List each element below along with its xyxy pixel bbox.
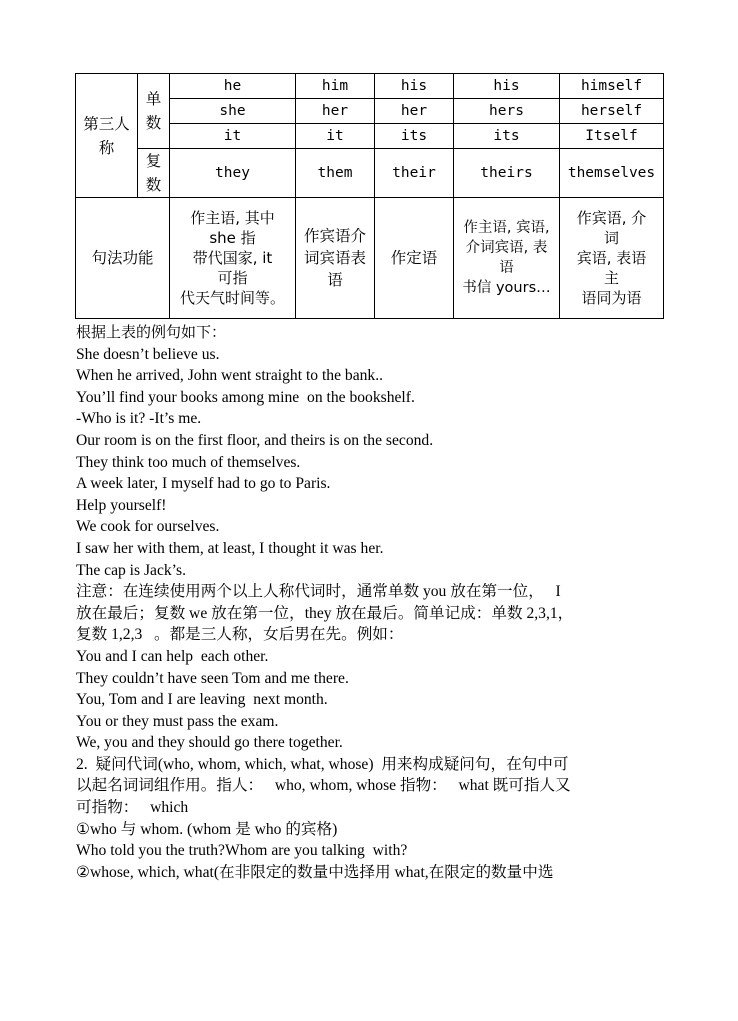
text-line: 以起名词词组作用。指人： who, whom, whose 指物： what 既可指人又: [76, 777, 571, 795]
text-line: We cook for ourselves.: [76, 518, 220, 536]
plural-label: 复数: [145, 152, 162, 194]
func-text: 宾语, 表语: [576, 249, 647, 267]
table-cell: he: [170, 74, 296, 99]
func-object-cell: [296, 198, 375, 319]
text-line: 可指物： which: [76, 799, 189, 817]
text-line: -Who is it? -It’s me.: [76, 410, 202, 428]
text-line: You or they must pass the exam.: [76, 712, 279, 730]
func-text: 词宾语表: [303, 249, 366, 267]
text-line: Who told you the truth?Whom are you talking with?: [76, 842, 408, 860]
table-cell: his: [375, 74, 454, 99]
text-line: You, Tom and I are leaving next month.: [76, 691, 328, 709]
text-line: A week later, I myself had to go to Paris.: [76, 475, 331, 493]
table-cell: its: [375, 124, 454, 149]
text-line: ②whose, which, what(在非限定的数量中选择用 what,在限定的数量中选: [76, 863, 554, 881]
func-text: 代天气时间等。: [179, 289, 285, 307]
table-cell: their: [375, 149, 454, 198]
text-line: You and I can help each other.: [76, 647, 269, 665]
singular-label: 单数: [145, 90, 162, 132]
text-line: ①who 与 whom. (whom 是 who 的宾格): [76, 820, 338, 838]
text-line: The cap is Jack’s.: [76, 561, 186, 579]
func-possessive-cell: [454, 198, 560, 319]
func-subject-cell: [170, 198, 296, 319]
table-cell: Itself: [560, 124, 664, 149]
table-cell: hers: [454, 99, 560, 124]
function-label: 句法功能: [91, 249, 154, 267]
text-line: You’ll find your books among mine on the bookshelf.: [76, 388, 415, 406]
func-text: 语: [499, 260, 514, 276]
func-text: 作主语, 其中: [190, 209, 275, 227]
plural-cell: [138, 149, 170, 198]
func-attributive-cell: [375, 198, 454, 319]
func-text: 语同为语: [581, 289, 642, 307]
text-line: When he arrived, John went straight to the bank..: [76, 367, 384, 385]
func-reflexive-cell: [560, 198, 664, 319]
func-text: 语: [327, 271, 343, 289]
table-cell: theirs: [454, 149, 560, 198]
table-cell: him: [296, 74, 375, 99]
text-line: 2. 疑问代词(who, whom, which, what, whose) 用来构成疑问句，在句中可: [76, 755, 569, 773]
table-cell: them: [296, 149, 375, 198]
table-cell: themselves: [560, 149, 664, 198]
text-line: 放在最后；复数 we 放在第一位，they 放在最后。简单记成：单数 2,3,1，: [76, 604, 574, 622]
table-cell: its: [454, 124, 560, 149]
table-cell: it: [296, 124, 375, 149]
text-line: I saw her with them, at least, I thought it was her.: [76, 539, 384, 557]
func-text: 主: [603, 269, 619, 287]
table-cell: her: [296, 99, 375, 124]
func-text: 词: [603, 229, 619, 247]
func-text: 作主语, 宾语,: [463, 220, 550, 236]
table-cell: herself: [560, 99, 664, 124]
func-text: 带代国家, it: [192, 249, 273, 267]
func-text: 介词宾语, 表: [465, 240, 548, 256]
func-text: 作定语: [390, 249, 438, 267]
table-cell: she: [170, 99, 296, 124]
func-text: 书信 yours…: [462, 280, 551, 296]
table-cell: they: [170, 149, 296, 198]
third-person-label: 第三人称: [83, 114, 130, 157]
text-line: Help yourself!: [76, 496, 167, 514]
table-cell: her: [375, 99, 454, 124]
text-line: She doesn’t believe us.: [76, 345, 220, 363]
text-line: Our room is on the first floor, and theirs is on the second.: [76, 431, 434, 449]
pronoun-table: [75, 73, 664, 319]
table-cell: his: [454, 74, 560, 99]
func-text: 作宾语介: [303, 227, 366, 245]
text-line: 根据上表的例句如下：: [76, 323, 227, 341]
func-text: 可指: [217, 269, 248, 287]
table-cell: himself: [560, 74, 664, 99]
third-person-cell: [76, 74, 138, 198]
func-text: she 指: [209, 229, 256, 247]
text-line: They couldn’t have seen Tom and me there.: [76, 669, 349, 687]
text-line: We, you and they should go there together.: [76, 734, 343, 752]
text-line: 注意：在连续使用两个以上人称代词时，通常单数 you 放在第一位， I: [76, 583, 561, 601]
text-line: They think too much of themselves.: [76, 453, 301, 471]
singular-cell: [138, 74, 170, 149]
function-label-cell: [76, 198, 170, 319]
body-text: [76, 322, 676, 883]
table-cell: it: [170, 124, 296, 149]
text-line: 复数 1,2,3 。都是三人称，女后男在先。例如：: [76, 626, 404, 644]
func-text: 作宾语, 介: [576, 209, 647, 227]
